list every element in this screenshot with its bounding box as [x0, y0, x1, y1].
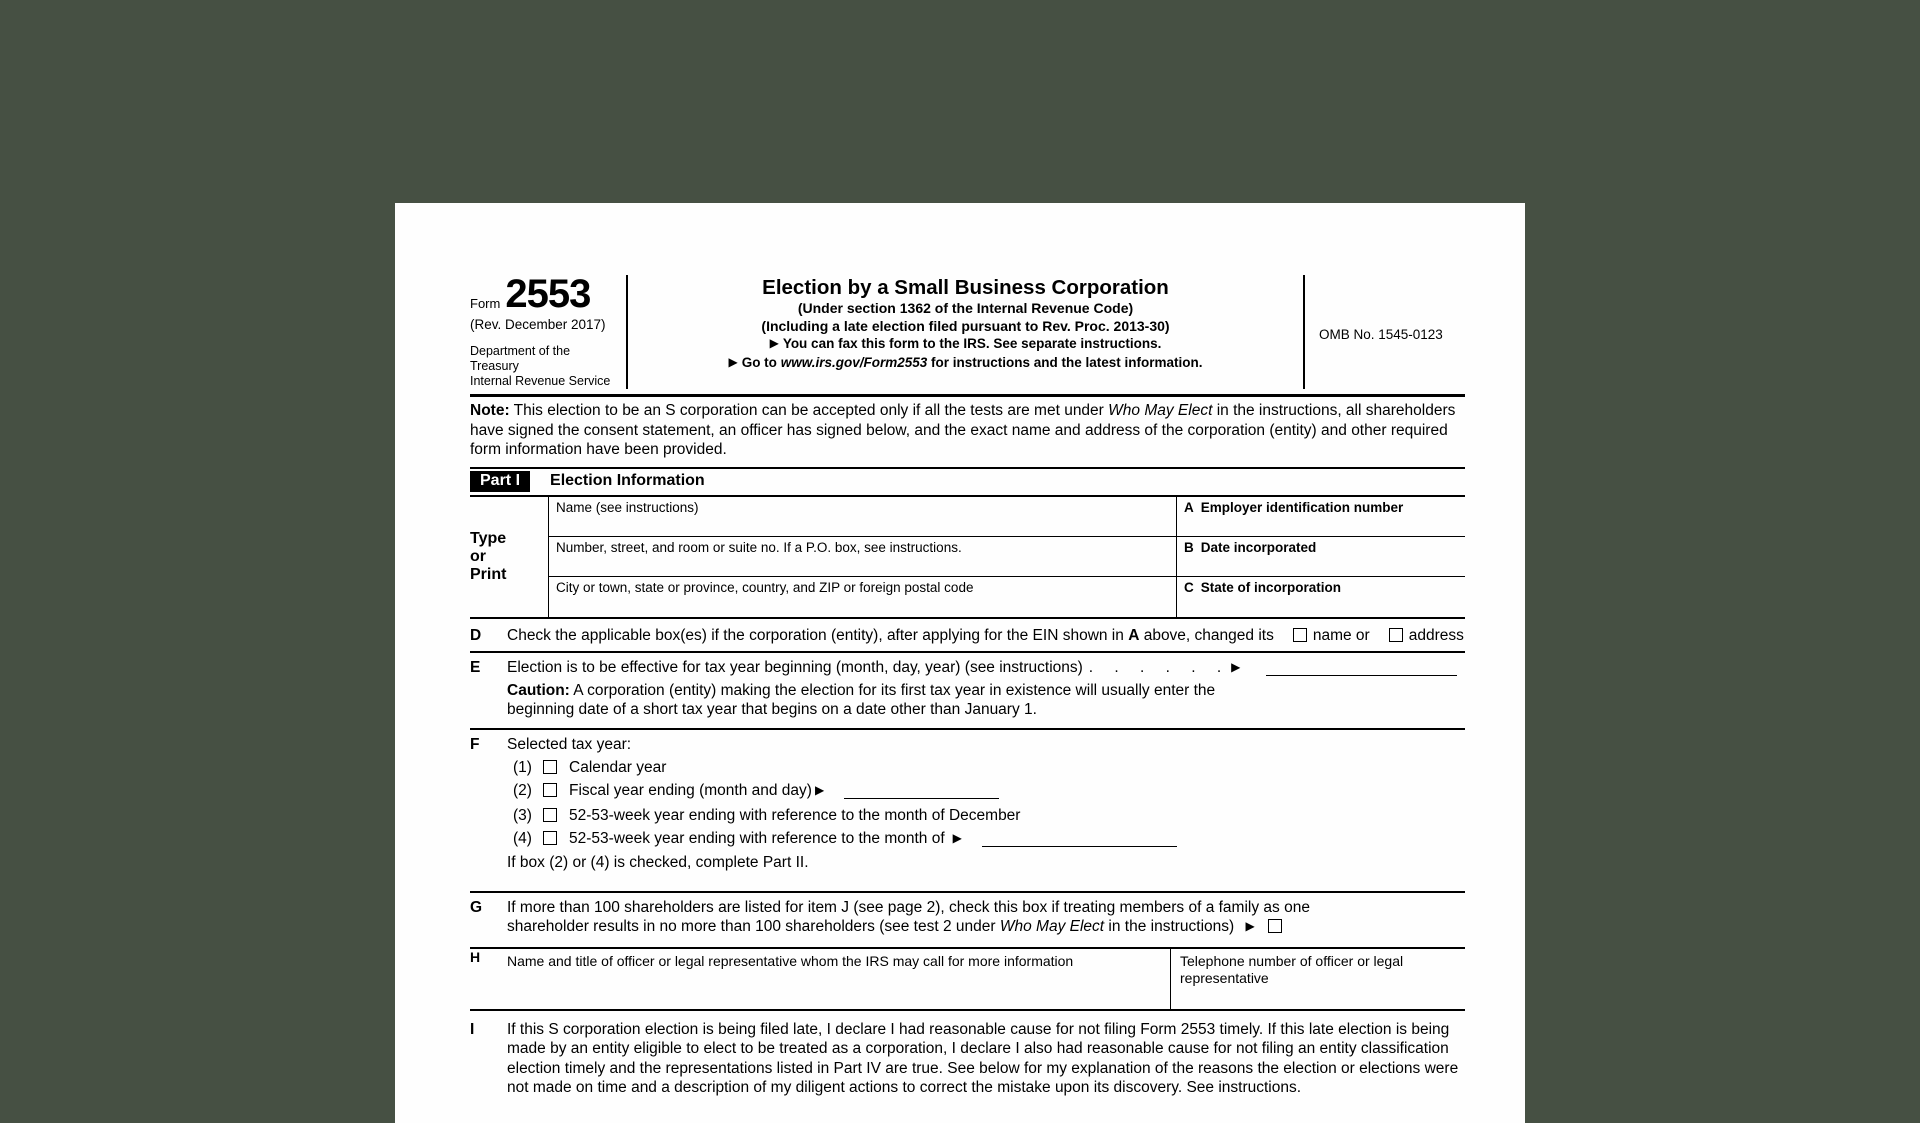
- date-incorporated-cell[interactable]: [1177, 537, 1465, 576]
- note-text: Note: This election to be an S corporation can be accepted only if all the tests are met under Who May Elect in the instructions, all shareholders have signed the consent statement, an officer has signed below, and the exact name and address of the corporation (entity) and other required form information have been provided.: [470, 402, 1456, 458]
- item-h-row: [470, 949, 1465, 1011]
- form-number: 2553: [505, 272, 591, 316]
- item-i-row: [470, 1011, 1465, 1108]
- name-field-label: Name (see instructions): [556, 499, 699, 515]
- fax-instruction: ▶ You can fax this form to the IRS. See separate instructions.: [769, 336, 1162, 351]
- arrow-right-icon: ▶: [814, 783, 825, 797]
- f-option-3-label: 52-53-week year ending with reference to the month of December: [569, 806, 1021, 824]
- f-option-2-label: Fiscal year ending (month and day): [569, 782, 812, 799]
- form-id-block: [470, 272, 628, 389]
- agency-name: [470, 344, 618, 389]
- state-incorporation-cell[interactable]: [1177, 577, 1465, 617]
- item-g-row: [470, 893, 1465, 949]
- arrow-right-icon: ▶: [728, 354, 738, 369]
- form-title-block: [628, 275, 1305, 389]
- d-address-checkbox[interactable]: [1389, 628, 1403, 642]
- table-row: [549, 497, 1465, 537]
- revision-label: (Rev. December 2017): [470, 317, 606, 332]
- item-f-row: [470, 730, 1465, 893]
- h-telephone-label: Telephone number of officer or legal representative: [1180, 952, 1404, 986]
- f2-fiscal-checkbox[interactable]: [543, 783, 557, 797]
- table-row: [549, 577, 1465, 617]
- f-option-1: (1) Calendar year: [513, 758, 667, 776]
- item-a-letter: A: [1184, 499, 1194, 515]
- item-c-letter: C: [1184, 579, 1194, 595]
- irs-url-link[interactable]: www.irs.gov/Form2553: [780, 354, 928, 370]
- form-page: [395, 203, 1525, 1123]
- agency-line-2: Internal Revenue Service: [470, 374, 611, 388]
- item-h-letter: H: [470, 948, 481, 965]
- e-effective-date-line[interactable]: [1266, 675, 1457, 676]
- arrow-right-icon: ▶: [1245, 919, 1255, 933]
- f-option-4-label: 52-53-week year ending with reference to the month of: [569, 830, 945, 847]
- f2-fiscal-year-line[interactable]: [844, 798, 999, 799]
- g-family-checkbox[interactable]: [1268, 919, 1282, 933]
- ein-field-cell[interactable]: [1177, 497, 1465, 536]
- arrow-right-icon: ▶: [1231, 660, 1241, 674]
- d-name-checkbox[interactable]: [1293, 628, 1307, 642]
- agency-line-1: Department of the Treasury: [470, 344, 571, 373]
- d-address-checkbox-label: address: [1408, 626, 1464, 644]
- dot-leader: . . . . . .: [1088, 659, 1222, 676]
- h-telephone-cell[interactable]: [1170, 949, 1465, 1009]
- item-f-letter: F: [470, 735, 480, 753]
- item-b-letter: B: [1184, 539, 1194, 555]
- part1-bar: [470, 467, 1465, 495]
- item-i-letter: I: [470, 1020, 475, 1038]
- f4-month-line[interactable]: [982, 846, 1177, 847]
- f-option-4: (4) 52-53-week year ending with reference to the month of ▶: [513, 828, 1465, 850]
- arrow-right-icon: ▶: [952, 831, 962, 845]
- item-f-title: Selected tax year:: [507, 735, 632, 753]
- item-d-text: Check the applicable box(es) if the corporation (entity), after applying for the EIN shown in A above, changed its name or address: [507, 626, 1464, 644]
- d-name-checkbox-label: name or: [1312, 626, 1370, 644]
- date-incorporated-label: Date incorporated: [1200, 539, 1317, 555]
- item-d-row: [470, 619, 1465, 654]
- part1-label: Part I: [470, 471, 530, 492]
- form-subtitle-2: (Including a late election filed pursuant to Rev. Proc. 2013-30): [761, 317, 1170, 334]
- name-field-cell[interactable]: [549, 497, 1177, 536]
- item-g-letter: G: [470, 898, 483, 916]
- form-title: Election by a Small Business Corporation: [762, 276, 1169, 299]
- arrow-right-icon: ▶: [769, 336, 779, 350]
- h-officer-name-cell[interactable]: [507, 949, 1170, 1009]
- f4-52-53-week-checkbox[interactable]: [543, 831, 557, 845]
- item-e-row: [470, 653, 1465, 730]
- type-print-label: Type or Print: [470, 497, 549, 617]
- item-e-letter: E: [470, 659, 481, 676]
- state-incorporation-label: State of incorporation: [1200, 579, 1342, 595]
- item-e-text: Election is to be effective for tax year beginning (month, day, year) (see instructions): [507, 659, 1083, 676]
- ein-label: Employer identification number: [1200, 499, 1404, 515]
- street-field-label: Number, street, and room or suite no. If a P.O. box, see instructions.: [556, 539, 962, 555]
- type-print-table: [470, 495, 1465, 619]
- form-header: [470, 272, 1465, 397]
- city-field-label: City or town, state or province, country, and ZIP or foreign postal code: [556, 579, 974, 595]
- omb-box: [1305, 275, 1465, 389]
- h-officer-name-label: Name and title of officer or legal representative whom the IRS may call for more information: [507, 952, 1074, 969]
- goto-instruction: ▶ Go to www.irs.gov/Form2553 for instructions and the latest information.: [728, 354, 1203, 370]
- omb-number: OMB No. 1545-0123: [1319, 327, 1443, 342]
- f3-52-53-week-checkbox[interactable]: [543, 808, 557, 822]
- table-row: [549, 537, 1465, 577]
- f-option-1-label: Calendar year: [569, 758, 667, 776]
- street-field-cell[interactable]: [549, 537, 1177, 576]
- form-subtitle-1: (Under section 1362 of the Internal Revenue Code): [797, 300, 1134, 316]
- item-i-text: If this S corporation election is being filed late, I declare I had reasonable cause for not filing Form 2553 timely. If this late election is being made by an entity eligible to elect to be treated as a corporation, I declare I also had reasonable cause for not filing an entity classification election timely and the representations listed in Part IV are true. See below for my explanation of the reasons the election or elections were not made on time and a description of my diligent actions to correct the mistake upon its discovery. See instructions.: [507, 1020, 1459, 1096]
- item-g-text: If more than 100 shareholders are listed for item J (see page 2), check this box if treating members of a family as one shareholder results in no more than 100 shareholders (see test 2 under Who May Elect in the instructions) ▶: [507, 898, 1310, 935]
- form-label: Form: [470, 296, 501, 311]
- item-d-letter: D: [470, 626, 482, 644]
- part1-title: Election Information: [550, 471, 705, 489]
- caution-text: Caution: A corporation (entity) making the election for its first tax year in existence will usually enter the beginning date of a short tax year that begins on a date other than January 1.: [507, 681, 1216, 718]
- f-option-2: (2) Fiscal year ending (month and day) ▶: [513, 780, 1465, 802]
- city-field-cell[interactable]: [549, 577, 1177, 617]
- f-option-3: (3) 52-53-week year ending with reference to the month of December: [513, 806, 1021, 824]
- f-footnote: If box (2) or (4) is checked, complete Part II.: [507, 854, 809, 871]
- f1-calendar-checkbox[interactable]: [543, 760, 557, 774]
